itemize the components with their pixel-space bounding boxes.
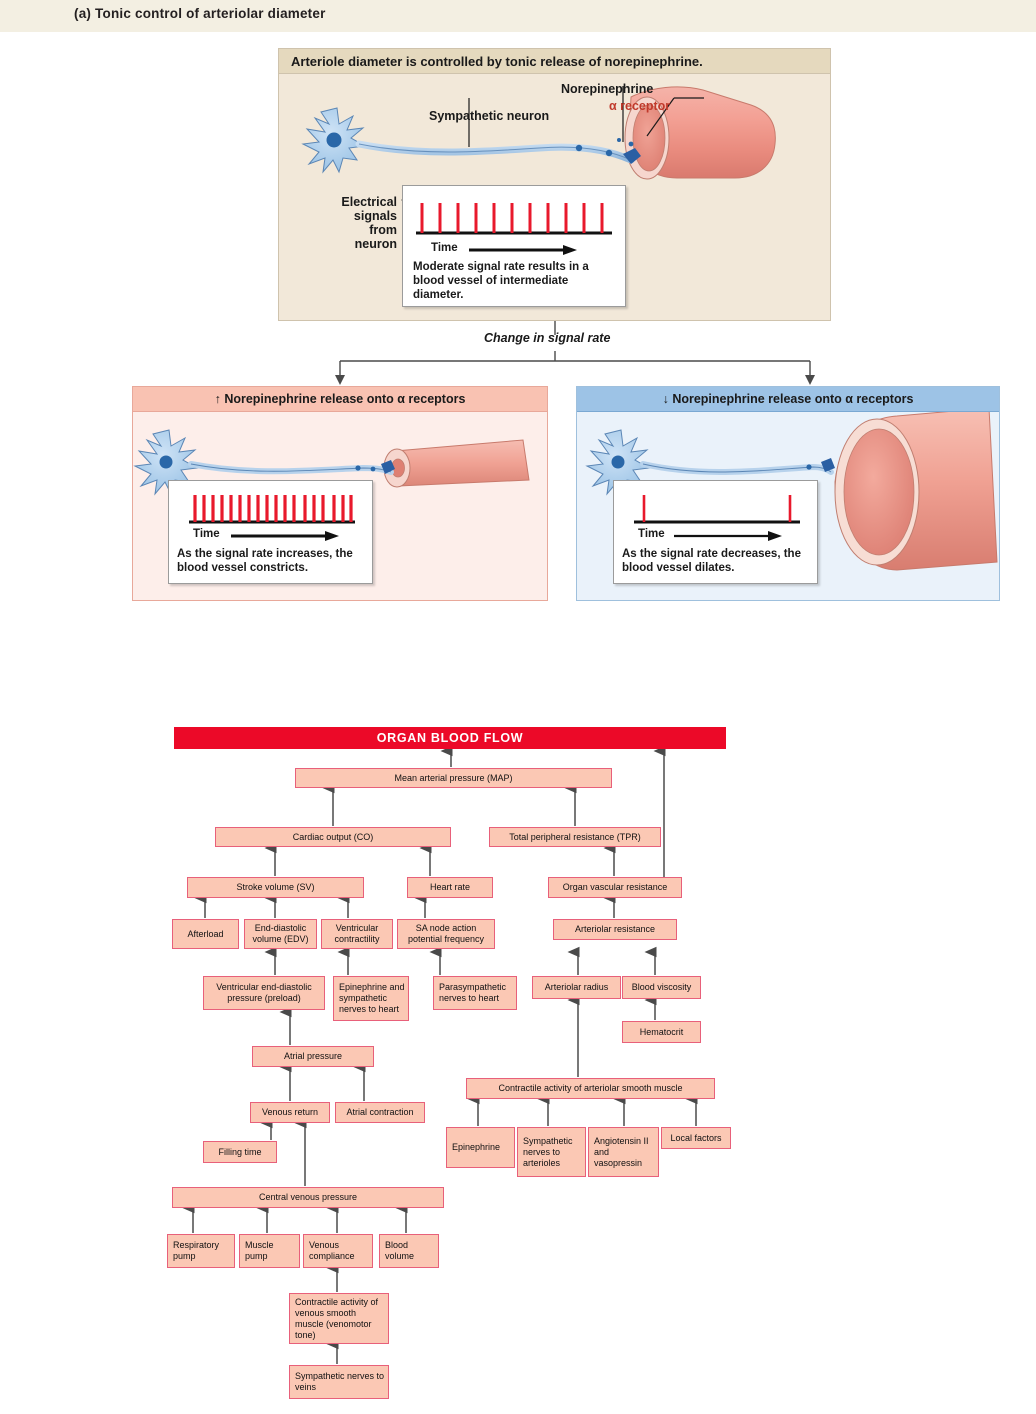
node-filling-time[interactable]: Filling time [203, 1141, 277, 1163]
node-muscle-pump[interactable]: Muscle pump [239, 1234, 300, 1268]
node-blood-viscosity[interactable]: Blood viscosity [622, 976, 701, 999]
node-contractile-activity-venous-smooth-muscle[interactable]: Contractile activity of venous smooth muscle (venomotor tone) [289, 1293, 389, 1344]
node-atrial-pressure[interactable]: Atrial pressure [252, 1046, 374, 1067]
signal-caption-right: As the signal rate decreases, the blood vessel dilates. [622, 548, 801, 574]
node-ventricular-end-diastolic-pressure[interactable]: Ventricular end-diastolic pressure (preload) [203, 976, 325, 1010]
branch-connector [270, 321, 1030, 387]
panel-title: Arteriole diameter is controlled by tonic release of norepinephrine. [291, 54, 703, 69]
time-arrow-icon-left [231, 530, 341, 542]
label-electrical: Electrical [341, 195, 397, 209]
flowchart-connectors [0, 700, 1036, 1414]
node-ventricular-contractility[interactable]: Ventricular contractility [321, 919, 393, 949]
label-norepinephrine: Norepinephrine [561, 82, 654, 96]
decreased-norepinephrine-panel [576, 386, 1000, 601]
node-angiotensin-ii-and-vasopressin[interactable]: Angiotensin II and vasopressin [588, 1127, 659, 1177]
label-alpha-receptor: α receptor [609, 99, 671, 113]
node-local-factors[interactable]: Local factors [661, 1127, 731, 1149]
node-arteriolar-radius[interactable]: Arteriolar radius [532, 976, 621, 999]
node-central-venous-pressure[interactable]: Central venous pressure [172, 1187, 444, 1208]
spike-train-high-icon [187, 489, 359, 529]
node-organ-vascular-resistance[interactable]: Organ vascular resistance [548, 877, 682, 898]
node-heart-rate[interactable]: Heart rate [407, 877, 493, 898]
node-end-diastolic-volume[interactable]: End-diastolic volume (EDV) [244, 919, 317, 949]
tonic-control-illustration-panel [278, 48, 831, 321]
increased-panel-header-text: ↑ Norepinephrine release onto α receptors [214, 392, 466, 406]
increase-signal-callout [168, 480, 373, 584]
node-epinephrine-and-sympathetic-nerves-to-heart[interactable]: Epinephrine and sympathetic nerves to heart [333, 976, 409, 1021]
node-contractile-activity-arteriolar-smooth-muscle[interactable]: Contractile activity of arteriolar smooth muscle [466, 1078, 715, 1099]
label-from: from [369, 223, 397, 237]
node-sympathetic-nerves-to-veins[interactable]: Sympathetic nerves to veins [289, 1365, 389, 1399]
neuron-soma [303, 108, 365, 172]
signal-caption: Moderate signal rate results in a blood vessel of intermediate diameter. [413, 261, 589, 301]
node-sympathetic-nerves-to-arterioles[interactable]: Sympathetic nerves to arterioles [517, 1127, 586, 1177]
node-stroke-volume[interactable]: Stroke volume (SV) [187, 877, 364, 898]
label-sympathetic-neuron: Sympathetic neuron [429, 109, 550, 123]
time-axis-label: Time [431, 242, 458, 254]
label-signals: signals [353, 209, 397, 223]
node-venous-compliance[interactable]: Venous compliance [303, 1234, 373, 1268]
node-parasympathetic-nerves-to-heart[interactable]: Parasympathetic nerves to heart [433, 976, 517, 1010]
time-arrow-icon [469, 244, 579, 256]
organ-blood-flow-flowchart [0, 700, 1036, 1414]
increased-norepinephrine-panel [132, 386, 548, 601]
section-header-bar [0, 0, 1036, 32]
change-in-signal-rate-label: Change in signal rate [484, 331, 611, 345]
node-arteriolar-resistance[interactable]: Arteriolar resistance [553, 919, 677, 940]
banner-text: ORGAN BLOOD FLOW [376, 731, 524, 745]
time-axis-label-right: Time [638, 528, 665, 540]
constricted-arteriole [384, 440, 529, 487]
decreased-panel-header-text: ↓ Norepinephrine release onto α receptors [662, 392, 914, 406]
label-neuron: neuron [354, 237, 397, 251]
node-blood-volume[interactable]: Blood volume [379, 1234, 439, 1268]
time-axis-label-left: Time [193, 528, 220, 540]
node-epinephrine[interactable]: Epinephrine [446, 1127, 515, 1168]
node-sa-node-action-potential-frequency[interactable]: SA node action potential frequency [397, 919, 495, 949]
node-afterload[interactable]: Afterload [172, 919, 239, 949]
decrease-signal-callout [613, 480, 818, 584]
organ-blood-flow-banner [174, 727, 726, 749]
section-label: (a) Tonic control of arteriolar diameter [74, 6, 326, 21]
moderate-signal-callout [402, 185, 626, 307]
spike-train-moderate-icon [412, 193, 618, 241]
node-total-peripheral-resistance[interactable]: Total peripheral resistance (TPR) [489, 827, 661, 847]
node-cardiac-output[interactable]: Cardiac output (CO) [215, 827, 451, 847]
time-arrow-icon-right [674, 530, 784, 542]
node-respiratory-pump[interactable]: Respiratory pump [167, 1234, 235, 1268]
node-atrial-contraction[interactable]: Atrial contraction [335, 1102, 425, 1123]
node-mean-arterial-pressure[interactable]: Mean arterial pressure (MAP) [295, 768, 612, 788]
spike-train-low-icon [632, 489, 804, 529]
node-hematocrit[interactable]: Hematocrit [622, 1021, 701, 1043]
node-venous-return[interactable]: Venous return [250, 1102, 330, 1123]
signal-caption-left: As the signal rate increases, the blood vessel constricts. [177, 548, 353, 574]
dilated-arteriole [835, 412, 997, 570]
